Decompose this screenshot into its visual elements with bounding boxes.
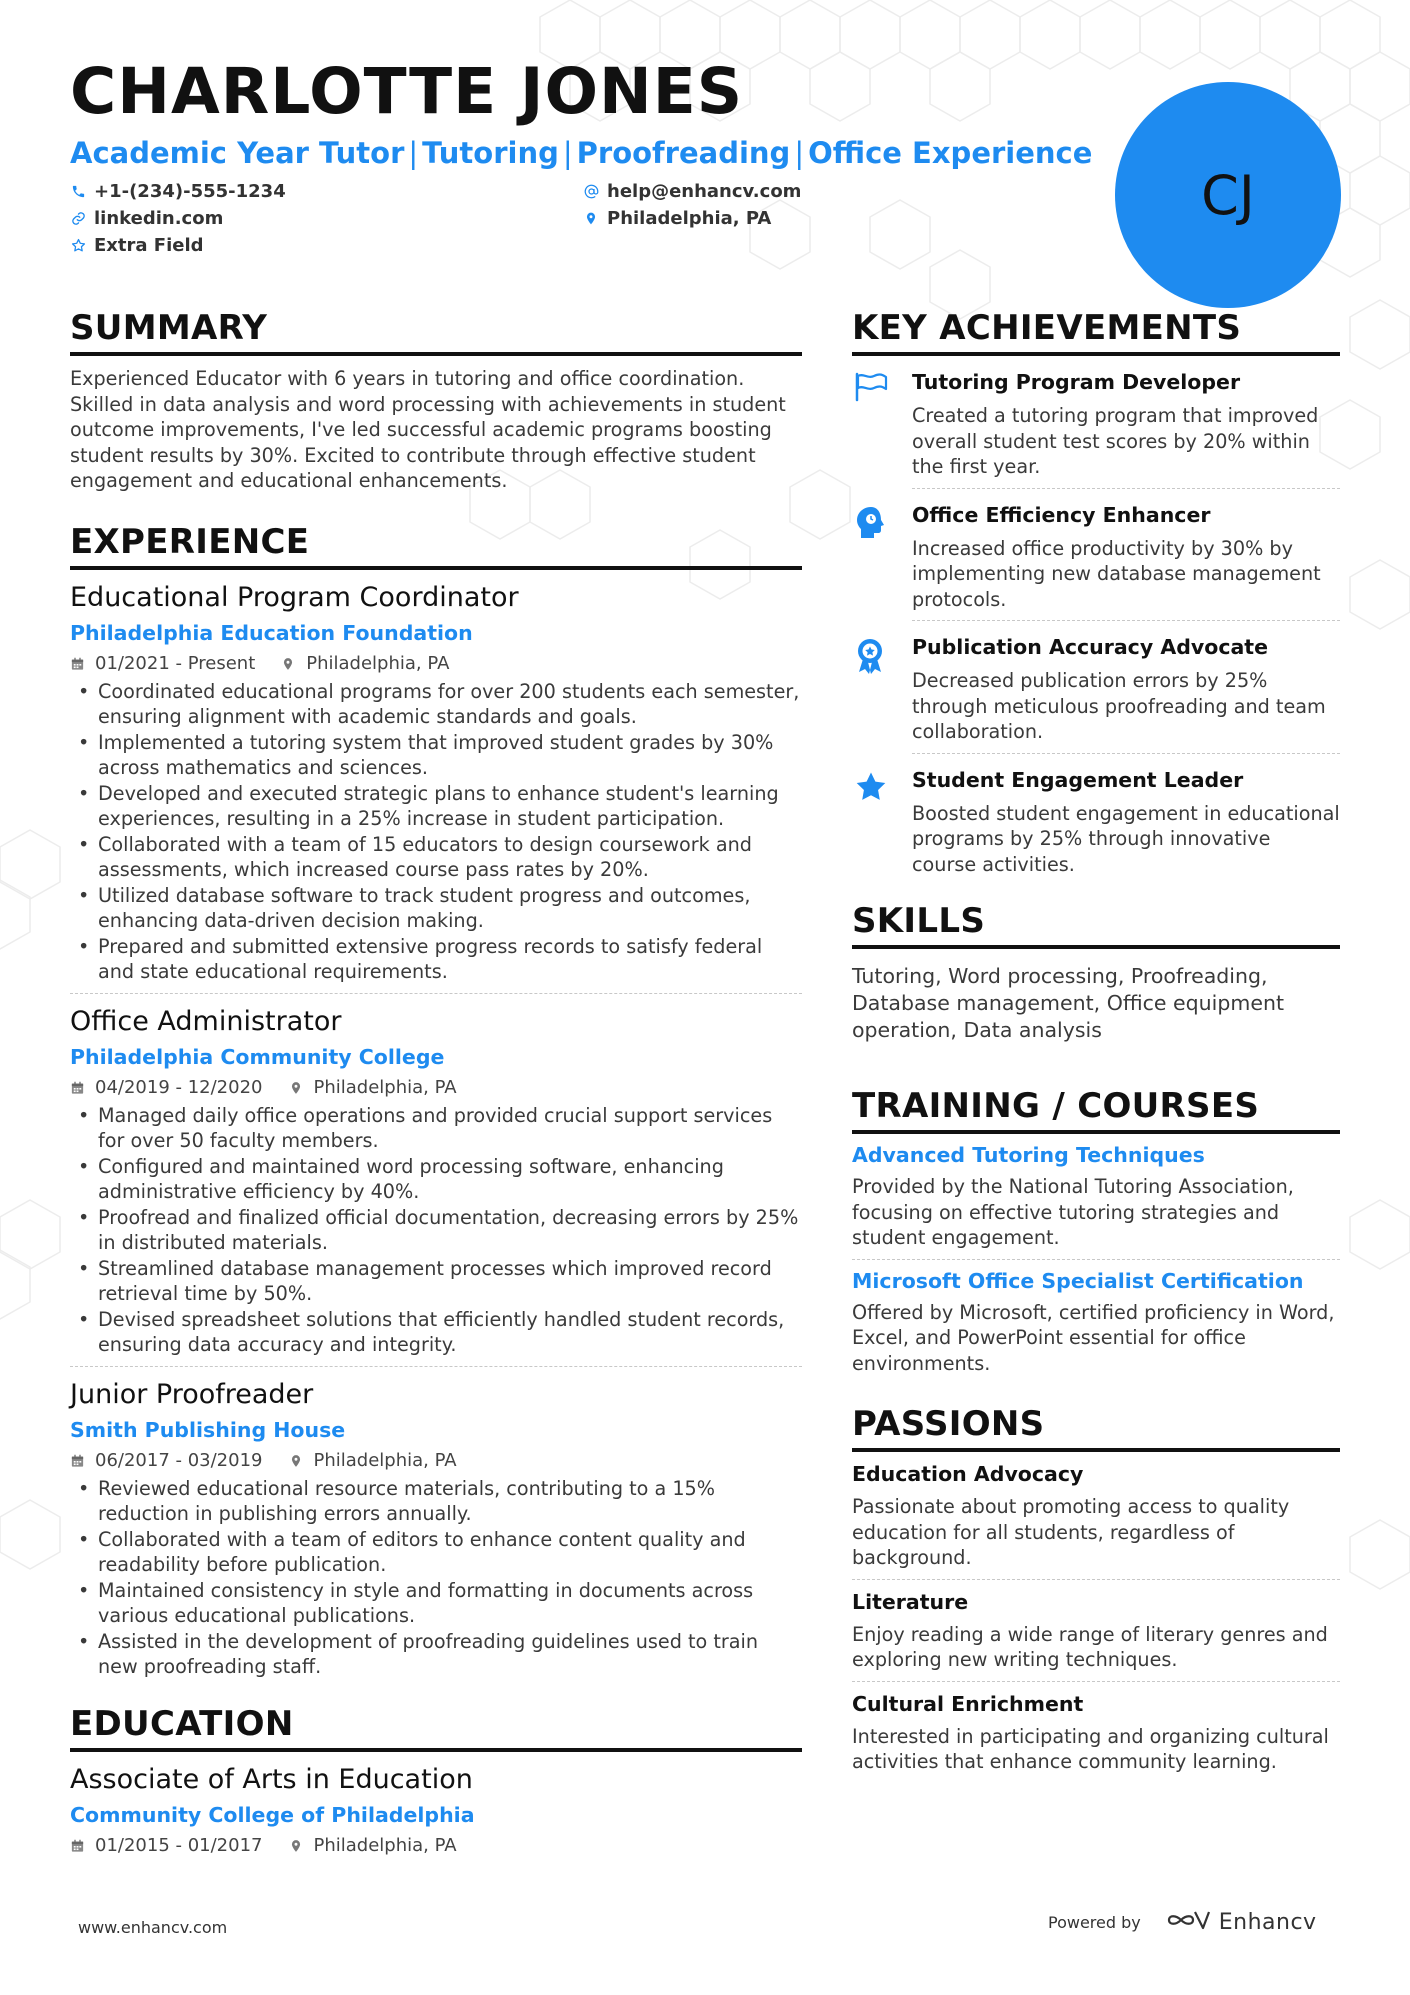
left-column xyxy=(70,306,802,1859)
job-meta xyxy=(70,651,802,677)
location-pin-icon xyxy=(289,1453,305,1469)
bullet-item: • Collaborated with a team of 15 educators to design coursework and assessments, which increased course pass rates by 20%. xyxy=(70,832,802,883)
linkedin-text: linkedin.com xyxy=(94,207,224,229)
entry-divider xyxy=(912,620,1340,621)
star-icon xyxy=(852,766,912,878)
bullet-item: • Developed and executed strategic plans to enhance student's learning experiences, resulting in a 25% increase in student participation. xyxy=(70,781,802,832)
achievement-desc: Created a tutoring program that improved overall student test scores by 20% within the first year. xyxy=(912,404,1319,478)
job-location: Philadelphia, PA xyxy=(313,1449,457,1471)
summary-title: SUMMARY xyxy=(70,306,802,356)
course-desc: Offered by Microsoft, certified proficiency in Word, Excel, and PowerPoint essential for office environments. xyxy=(852,1300,1335,1375)
job-location: Philadelphia, PA xyxy=(306,652,450,674)
job-title: Junior Proofreader xyxy=(70,1378,314,1410)
footer-branding[interactable] xyxy=(1048,1908,1317,1936)
passion-item xyxy=(852,1460,1340,1580)
enhancv-logo-icon xyxy=(1165,1908,1211,1936)
company-name: Philadelphia Education Foundation xyxy=(70,620,473,645)
course-title: Advanced Tutoring Techniques xyxy=(852,1143,1205,1167)
entry-divider xyxy=(852,1579,1340,1580)
training-title: TRAINING / COURSES xyxy=(852,1084,1340,1134)
location-pin-icon xyxy=(289,1838,305,1854)
candidate-name: CHARLOTTE JONES xyxy=(70,55,744,128)
education-meta xyxy=(70,1833,802,1859)
passion-item xyxy=(852,1588,1340,1682)
achievement-item xyxy=(852,501,1340,622)
bullet-item: • Managed daily office operations and provided crucial support services for over 50 faculty members. xyxy=(70,1103,802,1154)
course-item xyxy=(852,1140,1340,1260)
course-title: Microsoft Office Specialist Certification xyxy=(852,1268,1304,1293)
achievement-title: Publication Accuracy Advocate xyxy=(912,635,1269,659)
phone-icon xyxy=(70,183,86,199)
bullet-item: • Collaborated with a team of editors to enhance content quality and readability before publication. xyxy=(70,1527,802,1578)
flag-icon xyxy=(852,368,912,489)
footer-website[interactable]: www.enhancv.com xyxy=(78,1918,228,1937)
location-text: Philadelphia, PA xyxy=(607,207,772,229)
powered-by-label: Powered by xyxy=(1048,1912,1141,1932)
email-text: help@enhancv.com xyxy=(607,180,802,202)
bullet-item: • Devised spreadsheet solutions that efficiently handled student records, ensuring data accuracy and integrity. xyxy=(70,1307,802,1358)
avatar xyxy=(1115,82,1341,308)
achievement-item xyxy=(852,766,1340,878)
skills-text: Tutoring, Word processing, Proofreading, Database management, Office equipment operation, Data analysis xyxy=(852,964,1284,1042)
headline-item: Proofreading xyxy=(576,136,791,170)
bullet-item: • Configured and maintained word processing software, enhancing administrative efficiency by 40%. xyxy=(70,1154,802,1205)
location-pin-icon xyxy=(583,210,599,226)
job-dates: 01/2021 - Present xyxy=(95,652,256,674)
passion-desc: Enjoy reading a wide range of literary genres and exploring new writing techniques. xyxy=(852,1622,1328,1671)
headline-separator: | xyxy=(562,136,573,170)
education-dates: 01/2015 - 01/2017 xyxy=(95,1834,263,1856)
link-icon xyxy=(70,210,86,226)
job-dates: 06/2017 - 03/2019 xyxy=(95,1449,263,1471)
entry-divider xyxy=(70,1366,802,1367)
entry-divider xyxy=(70,993,802,994)
achievement-desc: Increased office productivity by 30% by implementing new database management protocols. xyxy=(912,536,1321,611)
bullet-item: • Streamlined database management processes which improved record retrieval time by 50%. xyxy=(70,1256,802,1307)
contact-extra xyxy=(70,232,204,258)
contact-info xyxy=(70,178,1070,258)
degree-title: Associate of Arts in Education xyxy=(70,1763,473,1795)
bullet-item: • Utilized database software to track student progress and outcomes, enhancing data-driven decision making. xyxy=(70,883,802,934)
course-desc: Provided by the National Tutoring Association, focusing on effective tutoring strategies and student engagement. xyxy=(852,1175,1294,1249)
passion-title: Education Advocacy xyxy=(852,1462,1084,1486)
job-location: Philadelphia, PA xyxy=(313,1076,457,1098)
experience-entry xyxy=(70,1004,802,1367)
contact-phone[interactable] xyxy=(70,178,286,204)
star-outline-icon xyxy=(70,237,86,253)
company-name: Smith Publishing House xyxy=(70,1417,346,1442)
phone-text: +1-(234)-555-1234 xyxy=(94,180,286,202)
passions-title: PASSIONS xyxy=(852,1402,1340,1452)
education-location: Philadelphia, PA xyxy=(313,1834,457,1856)
contact-email[interactable] xyxy=(583,178,801,204)
passion-title: Cultural Enrichment xyxy=(852,1691,1084,1716)
at-sign-icon xyxy=(583,183,599,199)
bullet-item: • Proofread and finalized official documentation, decreasing errors by 25% in distributed materials. xyxy=(70,1205,802,1256)
bullet-item: • Reviewed educational resource materials, contributing to a 15% reduction in publishing errors annually. xyxy=(70,1476,802,1527)
job-dates: 04/2019 - 12/2020 xyxy=(95,1076,263,1098)
job-title: Educational Program Coordinator xyxy=(70,581,519,613)
bullet-item: • Coordinated educational programs for over 200 students each semester, ensuring alignment with academic standards and goals. xyxy=(70,679,802,730)
bullet-item: • Assisted in the development of proofreading guidelines used to train new proofreading staff. xyxy=(70,1629,802,1680)
entry-divider xyxy=(852,1259,1340,1260)
job-bullets xyxy=(70,1476,802,1680)
job-meta xyxy=(70,1448,802,1474)
school-name: Community College of Philadelphia xyxy=(70,1802,475,1827)
achievement-item xyxy=(852,633,1340,754)
education-title: EDUCATION xyxy=(70,1702,802,1752)
passion-item xyxy=(852,1690,1340,1775)
experience-entry xyxy=(70,580,802,994)
calendar-icon xyxy=(70,1838,86,1854)
entry-divider xyxy=(912,753,1340,754)
achievement-item xyxy=(852,368,1340,489)
achievement-title: Student Engagement Leader xyxy=(912,767,1244,792)
summary-text: Experienced Educator with 6 years in tutoring and office coordination. Skilled in data analysis and word processing with achievements in student outcome improvements, I've led successful academic programs boosting student results by 30%. Excited to contribute through effective student engagement and educational enhancements. xyxy=(70,367,786,492)
headline-separator: | xyxy=(408,136,419,170)
education-entry xyxy=(70,1762,802,1859)
avatar-initials: CJ xyxy=(1201,163,1255,227)
job-bullets xyxy=(70,1103,802,1358)
bullet-item: • Prepared and submitted extensive progress records to satisfy federal and state educational requirements. xyxy=(70,934,802,985)
brand-name: Enhancv xyxy=(1218,1909,1317,1935)
headline xyxy=(70,134,1093,172)
achievements-title: KEY ACHIEVEMENTS xyxy=(852,306,1340,356)
location-pin-icon xyxy=(281,656,297,672)
entry-divider xyxy=(912,488,1340,489)
job-title: Office Administrator xyxy=(70,1005,342,1037)
headline-item: Office Experience xyxy=(808,136,1093,170)
calendar-icon xyxy=(70,656,86,672)
experience-entry xyxy=(70,1377,802,1680)
location-pin-icon xyxy=(289,1080,305,1096)
contact-linkedin[interactable] xyxy=(70,205,223,231)
bullet-item: • Implemented a tutoring system that improved student grades by 30% across mathematics and sciences. xyxy=(70,730,802,781)
achievement-title: Tutoring Program Developer xyxy=(912,370,1241,394)
headline-item: Tutoring xyxy=(422,136,559,170)
calendar-icon xyxy=(70,1453,86,1469)
job-bullets xyxy=(70,679,802,985)
contact-location xyxy=(583,205,771,231)
award-badge-icon xyxy=(852,633,912,754)
bullet-item: • Maintained consistency in style and formatting in documents across various educational publications. xyxy=(70,1578,802,1629)
resume-header xyxy=(70,54,1093,258)
experience-title: EXPERIENCE xyxy=(70,520,802,570)
company-name: Philadelphia Community College xyxy=(70,1044,445,1069)
passion-desc: Interested in participating and organizing cultural activities that enhance community learning. xyxy=(852,1724,1329,1773)
achievement-desc: Decreased publication errors by 25% through meticulous proofreading and team collaboration. xyxy=(912,669,1326,743)
achievement-desc: Boosted student engagement in educational programs by 25% through innovative course activities. xyxy=(912,801,1340,876)
achievement-title: Office Efficiency Enhancer xyxy=(912,502,1211,527)
entry-divider xyxy=(852,1681,1340,1682)
head-idea-icon xyxy=(852,501,912,622)
headline-item: Academic Year Tutor xyxy=(70,136,405,170)
headline-separator: | xyxy=(794,136,805,170)
passion-desc: Passionate about promoting access to quality education for all students, regardless of background. xyxy=(852,1495,1290,1569)
right-column xyxy=(852,306,1340,1775)
calendar-icon xyxy=(70,1080,86,1096)
skills-title: SKILLS xyxy=(852,899,1340,949)
passion-title: Literature xyxy=(852,1589,969,1614)
job-meta xyxy=(70,1075,802,1101)
course-item xyxy=(852,1266,1340,1377)
extra-field-text: Extra Field xyxy=(94,234,204,256)
